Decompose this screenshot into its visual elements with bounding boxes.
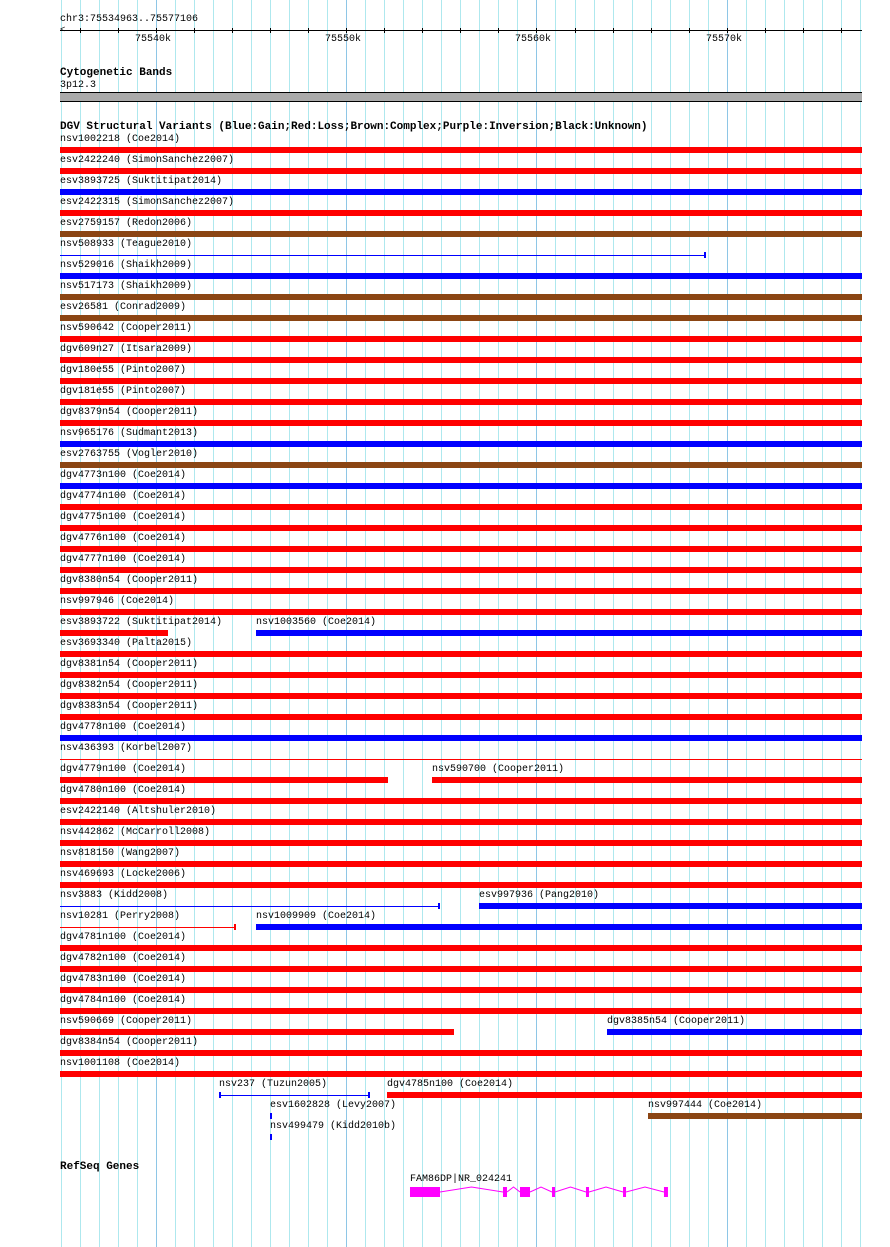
variant-bar[interactable] — [60, 315, 862, 321]
variant-label[interactable]: esv2422240 (SimonSanchez2007) — [60, 155, 235, 166]
variant-label[interactable]: esv26581 (Conrad2009) — [60, 302, 187, 313]
grid-line — [803, 0, 804, 1247]
grid-line — [765, 0, 766, 1247]
variant-bar[interactable] — [60, 378, 862, 384]
grid-line — [727, 0, 728, 1247]
variant-bar[interactable] — [60, 759, 862, 760]
variant-label[interactable]: dgv4781n100 (Coe2014) — [60, 932, 187, 943]
variant-label[interactable]: dgv181e55 (Pinto2007) — [60, 386, 187, 397]
variant-label[interactable]: esv1602828 (Levy2007) — [270, 1100, 397, 1111]
grid-line — [479, 0, 480, 1247]
variant-label[interactable]: dgv4783n100 (Coe2014) — [60, 974, 187, 985]
variant-label[interactable]: dgv8379n54 (Cooper2011) — [60, 407, 199, 418]
grid-line — [613, 0, 614, 1247]
variant-label[interactable]: dgv4776n100 (Coe2014) — [60, 533, 187, 544]
variant-label[interactable]: nsv529016 (Shaikh2009) — [60, 260, 193, 271]
variant-bar[interactable] — [60, 630, 168, 636]
variant-bar[interactable] — [60, 273, 862, 279]
intron-line — [626, 1187, 664, 1192]
variant-bar[interactable] — [256, 630, 862, 636]
variant-bar[interactable] — [60, 546, 862, 552]
ruler-tick — [270, 28, 271, 33]
variant-label[interactable]: nsv237 (Tuzun2005) — [219, 1079, 328, 1090]
variant-bar[interactable] — [60, 906, 439, 907]
grid-line — [498, 0, 499, 1247]
variant-bar[interactable] — [270, 1113, 272, 1119]
variant-label[interactable]: nsv3883 (Kidd2008) — [60, 890, 169, 901]
variant-bar[interactable] — [648, 1113, 862, 1119]
cytoband-bar[interactable] — [60, 92, 862, 102]
grid-line — [251, 0, 252, 1247]
intron-line — [555, 1187, 586, 1192]
variant-label[interactable]: esv2422315 (SimonSanchez2007) — [60, 197, 235, 208]
grid-line — [822, 0, 823, 1247]
ruler-tick — [80, 28, 81, 33]
variant-label[interactable]: dgv8383n54 (Cooper2011) — [60, 701, 199, 712]
variant-bar[interactable] — [60, 231, 862, 237]
variant-bar[interactable] — [60, 189, 862, 195]
variant-bar[interactable] — [607, 1029, 862, 1035]
ruler-tick — [536, 28, 537, 33]
ruler-tick — [308, 28, 309, 33]
gene-model[interactable] — [0, 1180, 890, 1200]
variant-label[interactable]: dgv8380n54 (Cooper2011) — [60, 575, 199, 586]
variant-label[interactable]: nsv499479 (Kidd2010b) — [270, 1121, 397, 1132]
exon-block — [552, 1187, 555, 1197]
variant-label[interactable]: dgv4774n100 (Coe2014) — [60, 491, 187, 502]
variant-label[interactable]: dgv4785n100 (Coe2014) — [387, 1079, 514, 1090]
variant-label[interactable]: esv2763755 (Vogler2010) — [60, 449, 199, 460]
ruler-tick — [194, 28, 195, 33]
variant-label[interactable]: dgv4775n100 (Coe2014) — [60, 512, 187, 523]
grid-line — [555, 0, 556, 1247]
variant-end-tick — [234, 924, 236, 930]
ruler-tick — [156, 28, 157, 33]
variant-label[interactable]: dgv8382n54 (Cooper2011) — [60, 680, 199, 691]
variant-bar[interactable] — [60, 714, 862, 720]
grid-line — [441, 0, 442, 1247]
grid-line — [460, 0, 461, 1247]
variant-label[interactable]: dgv609n27 (Itsara2009) — [60, 344, 193, 355]
variant-label[interactable]: nsv1003560 (Coe2014) — [256, 617, 377, 628]
variant-label[interactable]: dgv4784n100 (Coe2014) — [60, 995, 187, 1006]
ruler-tick — [118, 28, 119, 33]
cytoband-label: 3p12.3 — [60, 80, 97, 91]
variant-bar[interactable] — [60, 819, 862, 825]
exon-block — [410, 1187, 440, 1197]
variant-bar[interactable] — [387, 1092, 862, 1098]
variant-label[interactable]: nsv442862 (McCarroll2008) — [60, 827, 211, 838]
grid-line — [841, 0, 842, 1247]
ruler-tick — [613, 28, 614, 33]
ruler-tick-label: 75540k — [135, 34, 172, 45]
grid-line — [860, 0, 861, 1247]
variant-bar[interactable] — [60, 777, 388, 783]
region-label: chr3:75534963..75577106 — [60, 14, 199, 25]
variant-bar[interactable] — [60, 441, 862, 447]
grid-line — [384, 0, 385, 1247]
variant-bar[interactable] — [60, 1050, 862, 1056]
variant-bar[interactable] — [60, 336, 862, 342]
variant-label[interactable]: esv3693340 (Palta2015) — [60, 638, 193, 649]
variant-bar[interactable] — [60, 1029, 454, 1035]
grid-line — [403, 0, 404, 1247]
variant-bar[interactable] — [60, 525, 862, 531]
grid-line — [651, 0, 652, 1247]
grid-line — [232, 0, 233, 1247]
variant-label[interactable]: nsv436393 (Korbel2007) — [60, 743, 193, 754]
variant-label[interactable]: dgv4773n100 (Coe2014) — [60, 470, 187, 481]
variant-end-tick — [438, 903, 440, 909]
variant-bar[interactable] — [60, 987, 862, 993]
variant-end-tick — [219, 1092, 221, 1098]
ruler-axis — [60, 30, 862, 31]
ruler-tick-label: 75560k — [515, 34, 552, 45]
grid-line — [536, 0, 537, 1247]
variant-bar[interactable] — [60, 462, 862, 468]
ruler-tick — [232, 28, 233, 33]
ruler-tick-label: 75570k — [706, 34, 743, 45]
variant-label[interactable]: dgv4778n100 (Coe2014) — [60, 722, 187, 733]
variant-label[interactable]: nsv590700 (Cooper2011) — [432, 764, 565, 775]
intron-line — [589, 1187, 623, 1192]
variant-label[interactable]: nsv997946 (Coe2014) — [60, 596, 175, 607]
variant-label[interactable]: dgv8384n54 (Cooper2011) — [60, 1037, 199, 1048]
variant-label[interactable]: nsv1009909 (Coe2014) — [256, 911, 377, 922]
variant-bar[interactable] — [60, 609, 862, 615]
dgv-track-title[interactable]: DGV Structural Variants (Blue:Gain;Red:Loss;Brown:Complex;Purple:Inversion;Black:Unknown) — [60, 121, 648, 133]
variant-bar[interactable] — [60, 255, 705, 256]
variant-label[interactable]: nsv590669 (Cooper2011) — [60, 1016, 193, 1027]
ruler-tick — [384, 28, 385, 33]
refseq-track-title[interactable]: RefSeq Genes — [60, 1161, 140, 1173]
ruler-tick — [422, 28, 423, 33]
variant-bar[interactable] — [60, 693, 862, 699]
variant-bar[interactable] — [219, 1095, 369, 1096]
variant-label[interactable]: nsv10281 (Perry2008) — [60, 911, 181, 922]
grid-line — [689, 0, 690, 1247]
exon-block — [664, 1187, 668, 1197]
grid-line — [575, 0, 576, 1247]
ruler-tick — [765, 28, 766, 33]
variant-bar[interactable] — [60, 399, 862, 405]
ruler-tick — [727, 28, 728, 33]
variant-bar[interactable] — [60, 1071, 862, 1077]
variant-label[interactable]: nsv818150 (Wang2007) — [60, 848, 181, 859]
variant-label[interactable]: esv3893722 (Suktitipat2014) — [60, 617, 223, 628]
variant-bar[interactable] — [60, 483, 862, 489]
variant-label[interactable]: esv3893725 (Suktitipat2014) — [60, 176, 223, 187]
variant-label[interactable]: dgv180e55 (Pinto2007) — [60, 365, 187, 376]
variant-bar[interactable] — [60, 945, 862, 951]
variant-label[interactable]: dgv8385n54 (Cooper2011) — [607, 1016, 746, 1027]
exon-block — [503, 1187, 507, 1197]
ruler-tick — [689, 28, 690, 33]
variant-label[interactable]: dgv4780n100 (Coe2014) — [60, 785, 187, 796]
grid-line — [632, 0, 633, 1247]
grid-line — [670, 0, 671, 1247]
ruler-tick — [651, 28, 652, 33]
variant-bar[interactable] — [60, 861, 862, 867]
variant-bar[interactable] — [60, 798, 862, 804]
variant-bar[interactable] — [60, 1008, 862, 1014]
ruler-tick — [841, 28, 842, 33]
variant-label[interactable]: dgv4779n100 (Coe2014) — [60, 764, 187, 775]
variant-bar[interactable] — [60, 927, 235, 928]
variant-bar[interactable] — [60, 672, 862, 678]
ruler-tick-label: 75550k — [325, 34, 362, 45]
variant-label[interactable]: esv2422140 (Altshuler2010) — [60, 806, 217, 817]
variant-label[interactable]: nsv508933 (Teague2010) — [60, 239, 193, 250]
variant-label[interactable]: esv2759157 (Redon2006) — [60, 218, 193, 229]
ruler-tick — [498, 28, 499, 33]
variant-bar[interactable] — [60, 651, 862, 657]
variant-label[interactable]: dgv8381n54 (Cooper2011) — [60, 659, 199, 670]
intron-line — [530, 1187, 552, 1192]
variant-bar[interactable] — [60, 882, 862, 888]
ruler-tick — [460, 28, 461, 33]
variant-bar[interactable] — [60, 294, 862, 300]
variant-bar[interactable] — [432, 777, 862, 783]
exon-block — [623, 1187, 626, 1197]
variant-bar[interactable] — [60, 567, 862, 573]
variant-label[interactable]: nsv1001108 (Coe2014) — [60, 1058, 181, 1069]
intron-line — [440, 1187, 503, 1192]
ruler-tick — [803, 28, 804, 33]
grid-line — [422, 0, 423, 1247]
variant-bar[interactable] — [60, 840, 862, 846]
variant-end-tick — [368, 1092, 370, 1098]
exon-block — [520, 1187, 530, 1197]
ruler-tick — [346, 28, 347, 33]
variant-label[interactable]: nsv469693 (Locke2006) — [60, 869, 187, 880]
intron-line — [507, 1187, 520, 1192]
variant-label[interactable]: nsv1002218 (Coe2014) — [60, 134, 181, 145]
variant-bar[interactable] — [479, 903, 862, 909]
variant-bar[interactable] — [60, 735, 862, 741]
ruler-arrow-icon: < — [60, 25, 66, 35]
variant-label[interactable]: nsv997444 (Coe2014) — [648, 1100, 763, 1111]
variant-bar[interactable] — [60, 210, 862, 216]
variant-bar[interactable] — [60, 966, 862, 972]
variant-bar[interactable] — [60, 588, 862, 594]
grid-line — [708, 0, 709, 1247]
variant-bar[interactable] — [60, 168, 862, 174]
variant-bar[interactable] — [270, 1134, 272, 1140]
gene-label[interactable]: FAM86DP|NR_024241 — [410, 1174, 513, 1185]
variant-label[interactable]: dgv4782n100 (Coe2014) — [60, 953, 187, 964]
variant-bar[interactable] — [60, 147, 862, 153]
variant-label[interactable]: esv997936 (Pang2010) — [479, 890, 600, 901]
cytoband-track-title[interactable]: Cytogenetic Bands — [60, 67, 173, 79]
variant-label[interactable]: dgv4777n100 (Coe2014) — [60, 554, 187, 565]
variant-label[interactable]: nsv965176 (Sudmant2013) — [60, 428, 199, 439]
grid-line — [746, 0, 747, 1247]
variant-bar[interactable] — [60, 357, 862, 363]
variant-end-tick — [704, 252, 706, 258]
variant-bar[interactable] — [256, 924, 862, 930]
exon-block — [586, 1187, 589, 1197]
ruler-tick — [575, 28, 576, 33]
variant-bar[interactable] — [60, 420, 862, 426]
grid-line — [784, 0, 785, 1247]
variant-label[interactable]: nsv517173 (Shaikh2009) — [60, 281, 193, 292]
grid-line — [594, 0, 595, 1247]
variant-label[interactable]: nsv590642 (Cooper2011) — [60, 323, 193, 334]
variant-bar[interactable] — [60, 504, 862, 510]
grid-line — [517, 0, 518, 1247]
